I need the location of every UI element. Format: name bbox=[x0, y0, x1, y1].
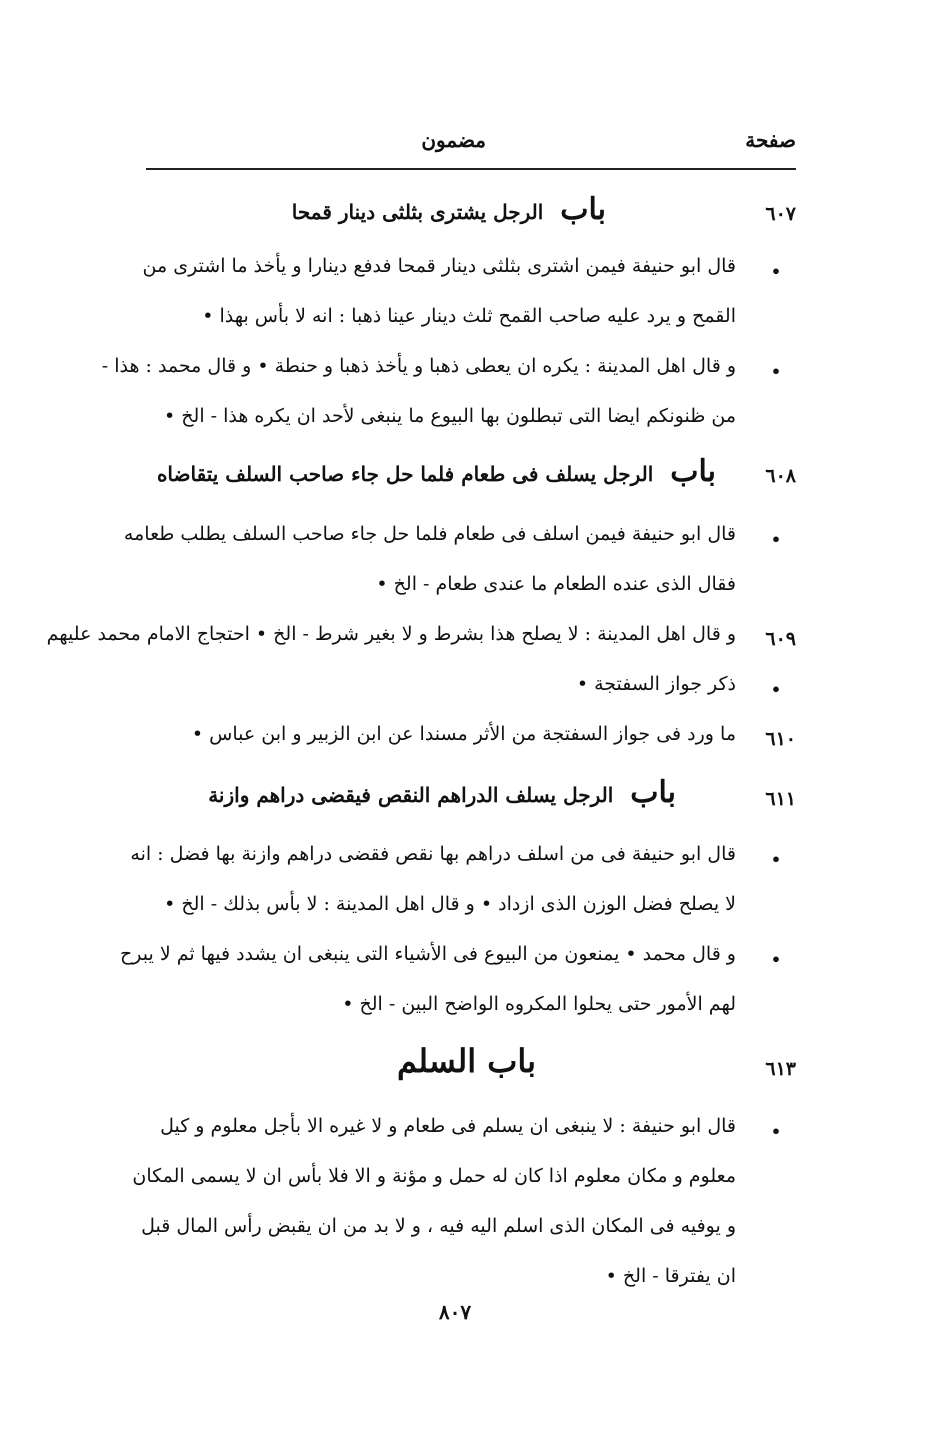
section-title-text: الرجل يسلف الدراهم النقص فيقضى دراهم وازنة bbox=[208, 783, 614, 807]
entry-number-610: ٦١٠ bbox=[765, 728, 796, 750]
bab-word: باب bbox=[670, 454, 716, 489]
header-rule bbox=[146, 168, 796, 170]
entry-number-607: ٦٠٧ bbox=[765, 203, 796, 225]
paragraph-line: فقال الذى عنده الطعام ما عندى طعام - الخ • bbox=[376, 573, 736, 595]
paragraph-line: و يوفيه فى المكان الذى اسلم اليه فيه ، و لا بد من ان يقبض رأس المال قبل bbox=[141, 1215, 736, 1237]
header-page-label: صفحة bbox=[745, 128, 796, 152]
bab-word: باب bbox=[630, 775, 676, 810]
bullet-marker: • bbox=[770, 950, 782, 969]
paragraph-line: قال ابو حنيفة فى من اسلف دراهم بها نقص فقضى دراهم وازنة بها فضل : انه bbox=[130, 843, 736, 865]
paragraph-line: ان يفترقا - الخ • bbox=[605, 1265, 736, 1287]
paragraph-line: قال ابو حنيفة فيمن اسلف فى طعام فلما حل جاء صاحب السلف يطلب طعامه bbox=[123, 523, 736, 545]
entry-number-613: ٦١٣ bbox=[765, 1058, 796, 1080]
bullet-marker: • bbox=[770, 1122, 782, 1141]
section-title-611 bbox=[208, 775, 676, 810]
bullet-marker: • bbox=[770, 262, 782, 281]
paragraph-line: و قال اهل المدينة : يكره ان يعطى ذهبا و يأخذ ذهبا و حنطة • و قال محمد : هذا - bbox=[101, 355, 736, 377]
entry-number-608: ٦٠٨ bbox=[765, 465, 796, 487]
entry-number-611: ٦١١ bbox=[765, 788, 796, 810]
paragraph-line: قال ابو حنيفة فيمن اشترى بثلثى دينار قمحا فدفع دينارا و يأخذ ما اشترى من bbox=[142, 255, 736, 277]
entry-number-609: ٦٠٩ bbox=[765, 628, 796, 650]
paragraph-line: لا يصلح فضل الوزن الذى ازداد • و قال اهل المدينة : لا بأس بذلك - الخ • bbox=[164, 893, 736, 915]
paragraph-line: معلوم و مكان معلوم اذا كان له حمل و مؤنة و الا فلا بأس ان لا يسمى المكان bbox=[132, 1165, 736, 1187]
bab-word: باب bbox=[560, 192, 606, 227]
paragraph-line: قال ابو حنيفة : لا ينبغى ان يسلم فى طعام و لا غيره الا بأجل معلوم و كيل bbox=[160, 1115, 736, 1137]
bullet-marker: • bbox=[770, 530, 782, 549]
paragraph-line: و قال محمد • يمنعون من البيوع فى الأشياء التى ينبغى ان يشدد فيها ثم لا يبرح bbox=[120, 943, 736, 965]
paragraph-line: القمح و يرد عليه صاحب القمح ثلث دينار عينا ذهبا : انه لا بأس بهذا • bbox=[202, 305, 736, 327]
paragraph-line: من ظنونكم ايضا التى تبطلون بها البيوع ما ينبغى لأحد ان يكره هذا - الخ • bbox=[164, 405, 736, 427]
paragraph-line: ما ورد فى جواز السفتجة من الأثر مسندا عن ابن الزبير و ابن عباس • bbox=[191, 723, 736, 745]
bullet-marker: • bbox=[770, 850, 782, 869]
section-title-text: الرجل يشترى بثلثى دينار قمحا bbox=[291, 200, 544, 224]
section-title-text: الرجل يسلف فى طعام فلما حل جاء صاحب السلف يتقاضاه bbox=[156, 462, 654, 486]
header-topic-label: مضمون bbox=[421, 128, 486, 152]
paragraph-line: لهم الأمور حتى يحلوا المكروه الواضح البين - الخ • bbox=[342, 993, 736, 1015]
section-title-613: باب السلم bbox=[397, 1042, 536, 1080]
page-number: ٨٠٧ bbox=[438, 1300, 472, 1324]
section-title-607 bbox=[292, 192, 606, 227]
section-title-608 bbox=[157, 454, 716, 489]
paragraph-line: و قال اهل المدينة : لا يصلح هذا بشرط و لا بغير شرط - الخ • احتجاج الامام محمد عليهم bbox=[46, 623, 736, 645]
bullet-marker: • bbox=[770, 362, 782, 381]
paragraph-line: ذكر جواز السفتجة • bbox=[576, 673, 736, 695]
bullet-marker: • bbox=[770, 680, 782, 699]
